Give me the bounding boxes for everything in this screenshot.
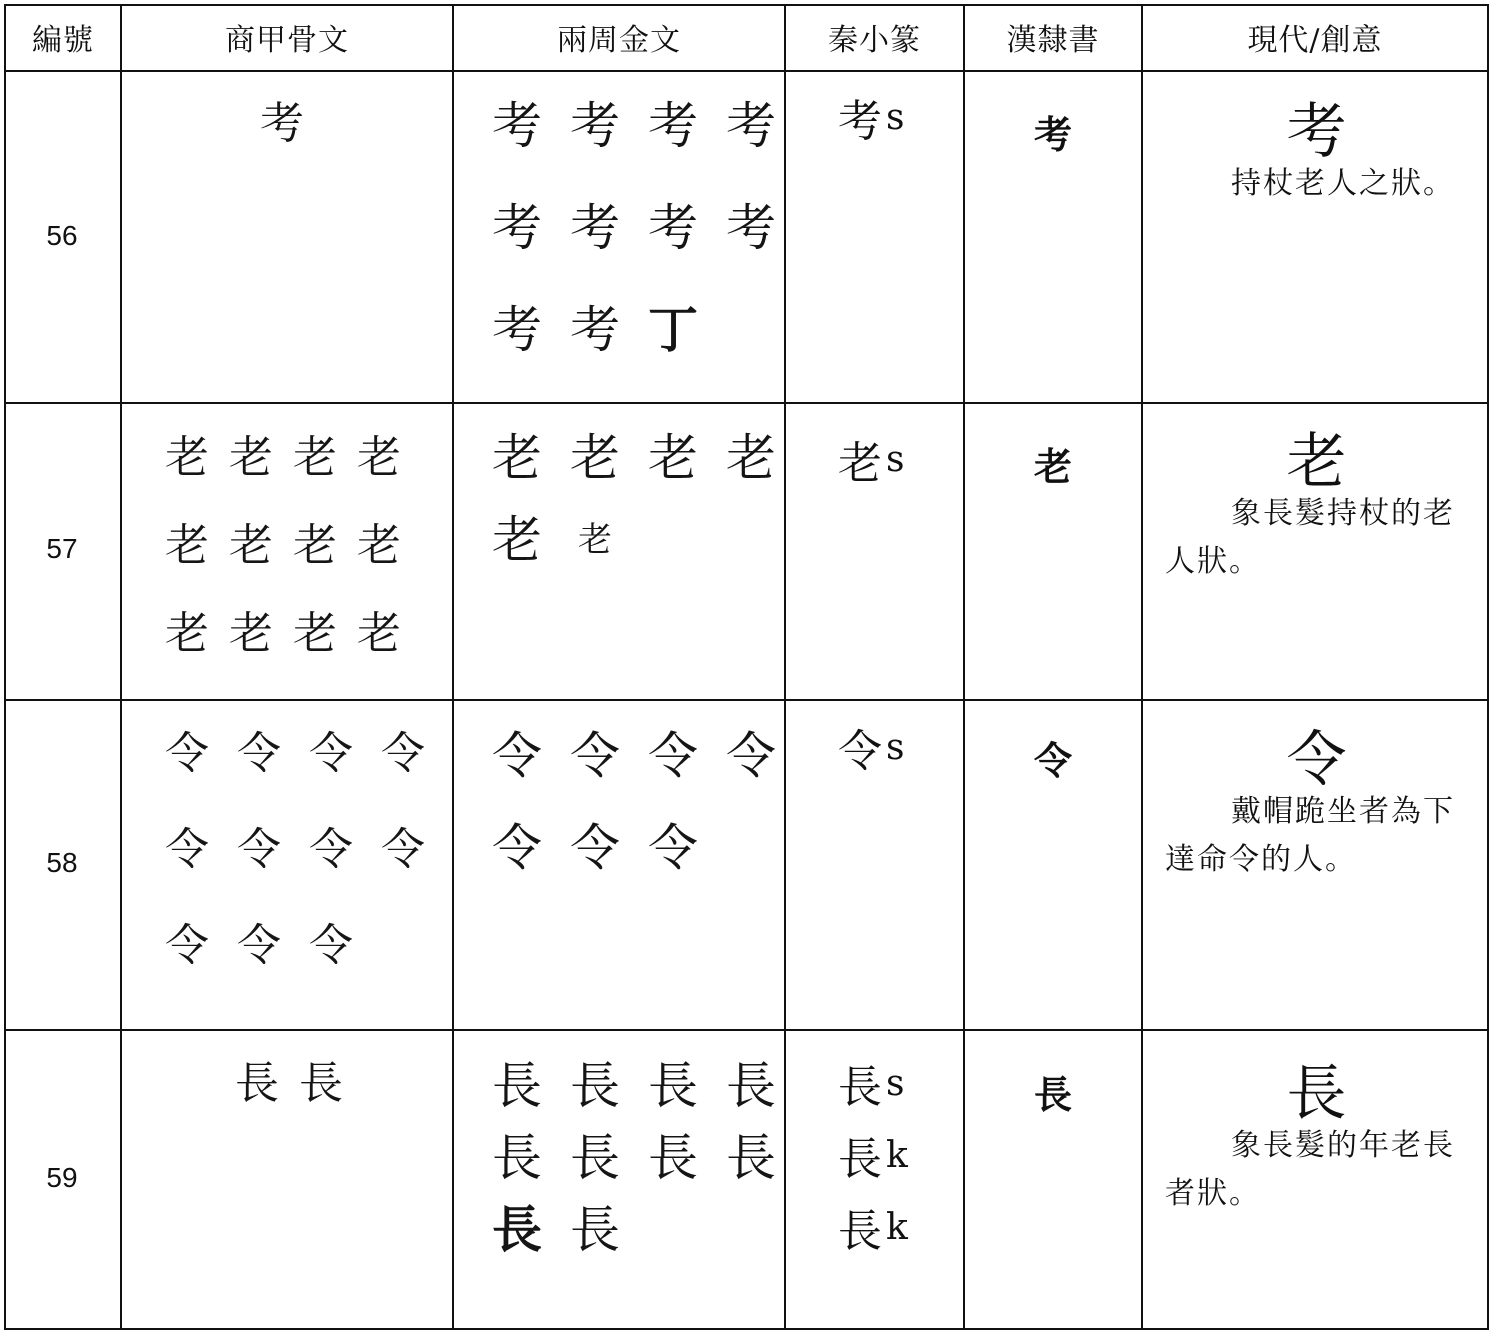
bronze-glyph: 考: [492, 301, 542, 359]
seal-glyph: 長: [838, 1062, 882, 1113]
oracle-glyph: 老: [229, 432, 273, 483]
bronze-glyph: 考: [726, 97, 776, 155]
bronze-glyph: 長: [726, 1057, 776, 1115]
bronze-glyph: 令: [492, 727, 542, 785]
bronze-glyphs: [482, 716, 786, 880]
bronze-glyph: 令: [570, 819, 620, 877]
modern-character: 老: [1286, 427, 1347, 497]
header-divider: [4, 70, 1489, 72]
oracle-bone-glyphs: [225, 1046, 353, 1112]
oracle-glyph: 老: [357, 432, 401, 483]
oracle-glyph: 令: [165, 728, 209, 779]
bronze-glyph: 長: [492, 1057, 542, 1115]
bronze-glyph: 考: [492, 97, 542, 155]
modern-character: 考: [1286, 97, 1347, 167]
bronze-glyph: 令: [726, 727, 776, 785]
bronze-glyph: 長: [726, 1129, 776, 1187]
bronze-glyph: 令: [570, 727, 620, 785]
oracle-glyph: 令: [237, 824, 281, 875]
bronze-glyph: 老: [578, 519, 612, 560]
oracle-glyph: 老: [165, 608, 209, 659]
row-divider: [4, 699, 1489, 701]
oracle-glyph: 老: [293, 432, 337, 483]
seal-source-label: s: [886, 726, 905, 768]
oracle-bone-glyphs: [250, 86, 314, 152]
header-number: 編號: [32, 23, 94, 58]
oracle-glyph: 令: [237, 920, 281, 971]
small-seal-glyphs: [834, 1052, 926, 1258]
bronze-glyph: 考: [492, 199, 542, 257]
oracle-glyph: 令: [381, 824, 425, 875]
character-meaning: 戴帽跪坐者為下達命令的人。: [1165, 794, 1455, 877]
seal-source-label: s: [886, 96, 905, 138]
bronze-glyph: 令: [492, 819, 542, 877]
clerical-glyph: 令: [1033, 738, 1072, 783]
oracle-glyph: 令: [309, 920, 353, 971]
oracle-glyph: 老: [229, 520, 273, 571]
oracle-glyph: 令: [165, 920, 209, 971]
oracle-glyph: 老: [293, 520, 337, 571]
bronze-glyph: 長: [648, 1129, 698, 1187]
table-left-border: [4, 4, 6, 1330]
oracle-glyph: 老: [165, 520, 209, 571]
oracle-glyph: 老: [293, 608, 337, 659]
clerical-glyph: 老: [1033, 444, 1072, 489]
seal-source-label: k: [886, 1134, 908, 1176]
bronze-glyph: 老: [648, 429, 698, 487]
column-divider: [1141, 4, 1143, 1330]
bronze-glyph: 長: [570, 1201, 620, 1259]
bronze-glyph: 老: [570, 429, 620, 487]
oracle-glyph: 老: [357, 608, 401, 659]
row-number: 56: [46, 220, 78, 251]
row-divider: [4, 402, 1489, 404]
bronze-glyph: 長: [492, 1200, 542, 1259]
oracle-glyph: 令: [309, 824, 353, 875]
bronze-glyphs: [482, 86, 786, 362]
oracle-glyph: 長: [235, 1058, 279, 1109]
bronze-glyph: 長: [570, 1129, 620, 1187]
bronze-glyphs: [482, 1046, 786, 1262]
seal-glyph: 長: [838, 1206, 882, 1257]
small-seal-glyphs: [834, 86, 926, 148]
seal-source-label: s: [886, 438, 905, 480]
header-oracle-bone: 商甲骨文: [225, 23, 349, 58]
modern-character: 令: [1286, 725, 1347, 795]
oracle-bone-glyphs: [155, 420, 411, 662]
bronze-glyph: 令: [648, 727, 698, 785]
table-bottom-border: [4, 1328, 1489, 1330]
oracle-glyph: 老: [229, 608, 273, 659]
character-meaning: 象長髮持杖的老人狀。: [1165, 496, 1455, 579]
header-clerical: 漢隸書: [1006, 23, 1100, 58]
bronze-glyph: 長: [570, 1057, 620, 1115]
character-meaning: 象長髮的年老長者狀。: [1165, 1128, 1455, 1211]
small-seal-glyphs: [834, 716, 926, 778]
oracle-glyph: 考: [260, 98, 304, 149]
clerical-glyph: 長: [1033, 1072, 1072, 1117]
bronze-glyph: 老: [492, 429, 542, 487]
seal-glyph: 考: [838, 96, 882, 147]
small-seal-glyphs: [834, 428, 926, 490]
header-small-seal: 秦小篆: [828, 23, 921, 58]
bronze-glyph: 考: [570, 97, 620, 155]
oracle-glyph: 老: [165, 432, 209, 483]
seal-source-label: s: [886, 1062, 905, 1104]
clerical-glyph: 考: [1033, 112, 1072, 157]
seal-glyph: 老: [838, 438, 882, 489]
column-divider: [452, 4, 454, 1330]
row-divider: [4, 1029, 1489, 1031]
row-number: 58: [46, 847, 78, 878]
row-number: 59: [46, 1162, 78, 1193]
bronze-glyph: 長: [648, 1057, 698, 1115]
bronze-glyph: 老: [726, 429, 776, 487]
bronze-glyph: 老: [492, 511, 542, 569]
oracle-bone-glyphs: [155, 716, 435, 974]
bronze-glyph: 丁: [648, 300, 698, 359]
column-divider: [120, 4, 122, 1330]
column-divider: [963, 4, 965, 1330]
row-number: 57: [46, 533, 78, 564]
seal-glyph: 長: [838, 1134, 882, 1185]
character-meaning: 持杖老人之狀。: [1231, 166, 1455, 201]
seal-source-label: k: [886, 1206, 908, 1248]
oracle-glyph: 令: [165, 824, 209, 875]
bronze-glyph: 考: [570, 301, 620, 359]
header-bronze: 兩周金文: [557, 23, 681, 58]
bronze-glyph: 長: [492, 1129, 542, 1187]
bronze-glyph: 考: [648, 97, 698, 155]
oracle-glyph: 長: [299, 1058, 343, 1109]
seal-glyph: 令: [838, 726, 882, 777]
bronze-glyph: 考: [726, 199, 776, 257]
modern-character: 長: [1286, 1059, 1347, 1129]
oracle-glyph: 令: [381, 728, 425, 779]
bronze-glyph: 考: [570, 199, 620, 257]
bronze-glyph: 令: [648, 819, 698, 877]
bronze-glyph: 考: [648, 199, 698, 257]
bronze-glyphs: [482, 418, 786, 572]
header-modern: 現代/創意: [1247, 23, 1383, 58]
oracle-glyph: 令: [309, 728, 353, 779]
oracle-glyph: 令: [237, 728, 281, 779]
oracle-glyph: 老: [357, 520, 401, 571]
